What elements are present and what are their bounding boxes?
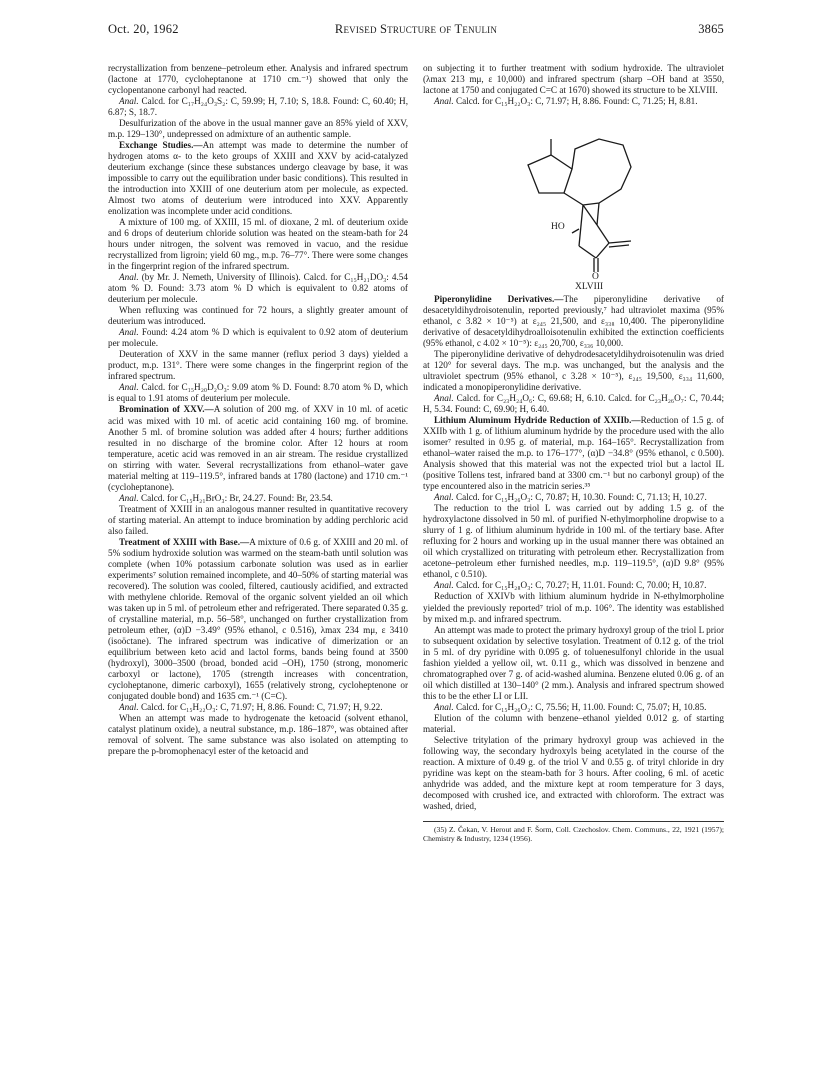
structure-diagram-xlviii [423,109,724,291]
structure-drawing [423,109,724,291]
hydroxyl-label: HO [551,222,565,233]
paragraph: A mixture of 100 mg. of XXIII, 15 ml. of dioxane, 2 ml. of deuterium oxide and 6 drops of deuterium chloride solution was heated on the steam-bath for 24 hours under nitrogen, the solvent was removed in vacuo, and the residue recrystallized from ligroin; yield 60 mg., m.p. 76–77°. There were some changes in the fingerprint region of the infrared spectrum. [108,217,408,272]
analysis-paragraph: Anal. (by Mr. J. Nemeth, University of Illinois). Calcd. for C₁₅H₂₁DO₃: 4.54 atom % D. Found: 3.73 atom % D which is equivalent to 0.82 atoms of deuterium per molecule. [108,272,408,305]
analysis-paragraph: Anal. Calcd. for C₂₃H₂₄O₆: C, 69.68; H, 6.10. Calcd. for C₂₃H₂₆O₇: C, 70.44; H, 5.34. Found: C, 69.90; H, 6.40. [423,393,724,415]
footnote-35: (35) Z. Čekan, V. Herout and F. Šorm, Coll. Czechoslov. Chem. Communs., 22, 1921 (1957); Chemistry & Industry, 1234 (1956). [423,824,724,844]
analysis-paragraph: Anal. Calcd. for C₁₅H₂₆O₂: C, 75.56; H, 11.00. Found: C, 75.07; H, 10.85. [434,701,707,712]
analysis-paragraph: Anal. Calcd. for C₁₅H₂₂O₃: C, 71.97; H, 8.86. Found: C, 71.25; H, 8.81. [434,96,698,107]
analysis-paragraph: Anal. Calcd. for C₁₅H₂₀D₂O₃: 9.09 atom % D. Found: 8.70 atom % D, which is equal to 1.91 atoms of deuterium per molecule. [108,382,408,404]
section-paragraph-lah-reduction: Lithium Aluminum Hydride Reduction of XXIIb.—Reduction of 1.5 g. of XXIIb with 1 g. of lithium aluminum hydride by the procedure used with the allo isomer⁷ resulted in 0.95 g. of material, m.p. 164–165°. Recrystallization from ethanol–water raised the m.p. to 176–177°, (α)D −34.8° (95% ethanol, c 0.500). Analysis showed that this material was not the expected triol but a lactol IL (positive Tollens test, infrared band at 3300 cm.⁻¹ but no carbonyl group) of the type encountered also in the matricin series.³⁵ [423,415,724,492]
paragraph: When refluxing was continued for 72 hours, a slightly greater amount of deuterium was introduced. [108,305,408,327]
paragraph: Treatment of XXIII in an analogous manner resulted in quantitative recovery of starting material. An attempt to induce bromination by adding perchloric acid also failed. [108,503,408,536]
double-bond [609,241,631,243]
section-paragraph-bromination: Bromination of XXV.—A solution of 200 mg. of XXV in 10 ml. of acetic acid was mixed with 10 ml. of acetic acid containing 160 mg. of bromine. Another 5 ml. of bromine solution was added after 4 hours; further additions resulted in no discharge of the bromine color. After 12 hours at room temperature, acetic acid was removed in an air stream. The residue crystallized on stirring with water. Several recrystallizations from ethanol–water gave material melting at 119–119.5°, infrared bands at 1780 (lactone) and 1710 cm.⁻¹ (cycloheptanone). [108,404,409,492]
cyclopentane-ring [528,155,572,193]
analysis-paragraph: Anal. Calcd. for C₁₅H₂₁BrO₃: Br, 24.27. Found: Br, 23.54. [119,492,333,503]
analysis-paragraph: Anal. Calcd. for C₁₇H₂₄O₃S₂: C, 59.99; H, 7.10; S, 18.8. Found: C, 60.40; H, 6.87; S, 18.7. [108,96,408,118]
running-header [108,22,724,38]
header-page-number: 3865 [698,22,724,36]
paragraph: An attempt was made to protect the primary hydroxyl group of the triol L prior to subsequent oxidation by selective tosylation. Treatment of 0.12 g. of the triol in 5 ml. of dry pyridine with 0.095 g. of toluenesulfonyl chloride in the usual fashion yielded a yellow oil, wt. 0.11 g., which was dissolved in benzene and chromatographed over 7 g. of acid-washed alumina. Benzene eluted 0.06 g. of an oil which distilled at 130–140° (2 mm.). Analysis and infrared spectrum showed this to be the ether LI or LII. [423,624,725,701]
carbonyl-oxygen-label: O [592,272,599,283]
lactone-bond [579,205,583,246]
paragraph: on subjecting it to further treatment with sodium hydroxide. The ultraviolet (λmax 213 mμ, ε 10,000) and infrared spectrum (sharp –OH band at 3550, lactone at 1750 and conjugated C=C at 1670) showed its structure to be XLVIII. [423,63,724,96]
lactone-bond [583,205,597,225]
analysis-paragraph: Anal. Calcd. for C₁₅H₂₆O₃: C, 70.87; H, 10.30. Found: C, 71.13; H, 10.27. [434,492,707,503]
paragraph: Reduction of XXIVb with lithium aluminum hydride in N-ethylmorpholine yielded the previously reported⁷ triol of m.p. 106°. The identity was established by mixed m.p. and infrared spectrum. [423,591,724,624]
section-paragraph-piperonylidine: Piperonylidine Derivatives.—The piperonylidine derivative of desacetyldihydroisotenulin, reported previously,⁷ had ultraviolet maxima (95% ethanol, c 3.82 × 10⁻⁵) at ε₂₄₅ 21,500, and ε₃₃₈ 10,400. The piperonylidine derivative of desacetyldihydroalloisotenulin exhibited the extinction coefficients (95% ethanol, c 4.02 × 10⁻⁵): ε₂₄₅ 20,700, ε₃₃₆ 10,000. [423,294,724,349]
compound-label: XLVIII [575,282,604,293]
double-bond-inner [609,245,629,247]
section-paragraph-exchange-studies: Exchange Studies.—An attempt was made to determine the number of hydrogen atoms α- to the keto groups of XXIII and XXV by acid-catalyzed deuterium exchange (since these substances undergo cleavage by base, it was impossible to carry out the equilibration under basic conditions). This resulted in the introduction into XXIII of one deuterium atom per molecule, as expected. Almost two atoms of deuterium were introduced into XXV. Apparently enolization was incomplete under acid conditions. [108,140,408,217]
paragraph: Elution of the column with benzene–ethanol yielded 0.012 g. of starting material. [423,712,724,734]
paragraph: Deuteration of XXV in the same manner (reflux period 3 days) yielded a product, m.p. 131°. There were some changes in the fingerprint region of the infrared spectrum. [108,349,408,382]
cycloheptane-ring [564,139,631,205]
analysis-paragraph: Anal. Found: 4.24 atom % D which is equivalent to 0.92 atom of deuterium per molecule. [108,327,408,349]
header-date: Oct. 20, 1962 [108,22,179,36]
hydroxyl-bond [572,229,579,233]
paragraph: Selective tritylation of the primary hydroxyl group was achieved in the following way, the secondary hydroxyls being acetylated in the course of the reaction. A mixture of 0.49 g. of the triol V and 0.55 g. of trityl chloride in dry pyridine was kept on the steam-bath for 3 hours. After cooling, 6 ml. of acetic anhydride was added, and the mixture kept at room temperature for 3 days, decomposed with crushed ice, and extracted with chloroform. The extract was washed, dried, [423,734,724,811]
section-paragraph-base-treatment: Treatment of XXIII with Base.—A mixture of 0.6 g. of XXIII and 20 ml. of 5% sodium hydroxide solution was warmed on the steam-bath until solution was complete (when 10% potassium carbonate solution was used as in earlier experiments⁷ solution remained incomplete, and 40–50% of starting material was recovered). The solution was cooled, filtered, cautiously acidified, and extracted with methylene chloride. Removal of the organic solvent yielded an oil which was taken up in 5 ml. of petroleum ether and refrigerated. There separated 0.35 g. of crystalline material, m.p. 56–58°, unchanged on further crystallization from petroleum ether, (α)D −3.49° (95% ethanol, c 0.516), λmax 234 mμ, ε 3410 (isoöctane). The infrared spectrum was indicative of dimerization or an equilibrium between keto acid and lactol forms, bands being found at 3500 (hydroxyl), 3000–3500 (broad, bonded acid –OH), 1750 (strong, monomeric carboxyl or lactone), 1705 (strength increases with concentration, cycloheptanone, dimeric carboxyl), 1655 (relatively strong, cycloheptenone or conjugated double bond) and 1635 cm.⁻¹ (C=C). [108,536,408,701]
paragraph: The reduction to the triol L was carried out by adding 1.5 g. of the hydroxylactone dissolved in 50 ml. of purified N-ethylmorpholine dropwise to a slurry of 1 g. of lithium aluminum hydride in 100 ml. of the tertiary base. After refluxing for 2 hours and working up in the usual manner there was obtained an oil which crystallized on triturating with petroleum ether. Recrystallization from acetone–petroleum ether furnished needles, m.p. 119–119.5°, (α)D 9.8° (95% ethanol, c 0.510). [423,503,724,580]
ring-fusion-bond [597,203,599,225]
header-title: Revised Structure of Tenulin [334,22,498,36]
left-column [108,63,408,757]
paragraph: The piperonylidine derivative of dehydrodesacetyldihydroisotenulin was dried at 120° for several days. The m.p. was unchanged, but the analysis and the ultraviolet spectrum (95% ethanol, c 3.28 × 10⁻⁵), ε₂₄₅ 19,500, ε₃₃₄ 11,600, indicated a monopiperonylidine derivative. [423,349,724,393]
lactone-bond [597,225,609,243]
analysis-paragraph: Anal. Calcd. for C₁₅H₂₈O₃: C, 70.27; H, 11.01. Found: C, 70.00; H, 10.87. [434,580,707,591]
analysis-paragraph: Anal. Calcd. for C₁₅H₂₂O₃: C, 71.97; H, 8.86. Found: C, 71.97; H, 9.22. [119,701,383,712]
footnote-rule [423,821,724,822]
paragraph: recrystallization from benzene–petroleum ether. Analysis and infrared spectrum (lactone at 1770, cycloheptanone at 1710 cm.⁻¹) showed that only the cyclopentanone carbonyl had reacted. [108,63,408,96]
right-column [423,63,724,844]
paragraph: Desulfurization of the above in the usual manner gave an 85% yield of XXV, m.p. 129–130°, undepressed on admixture of an authentic sample. [108,118,408,140]
lactone-bond [579,246,596,258]
lactone-bond [596,243,609,258]
paragraph: When an attempt was made to hydrogenate the ketoacid (solvent ethanol, catalyst platinum oxide), a neutral substance, m.p. 186–187°, was obtained after removal of solvent. The same substance was also isolated on attempting to prepare the p-bromophenacyl ester of the ketoacid and [108,712,408,756]
